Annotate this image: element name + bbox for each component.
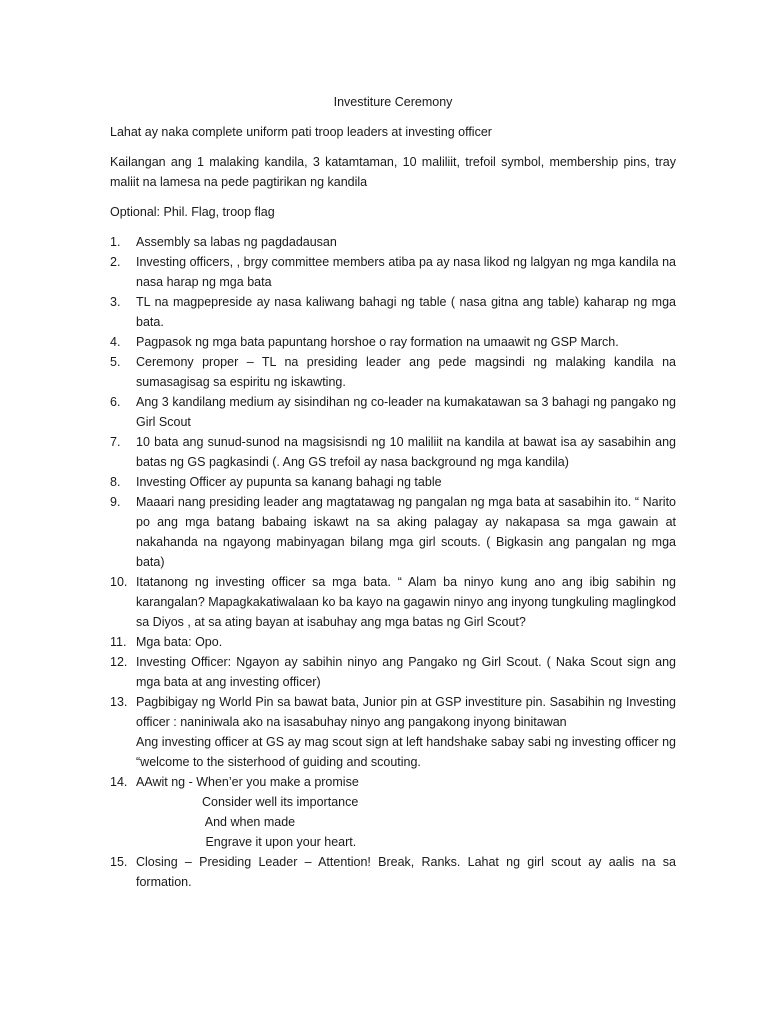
list-item [110,432,676,472]
item-text: Investing Officer: Ngayon ay sabihin ninyo ang Pangako ng Girl Scout. ( Naka Scout sign ang mga bata at ang investing officer) [136,655,676,689]
list-item [110,232,676,252]
item-number: 14. [110,775,128,789]
item-text: AAwit ng - When’er you make a promise [136,775,359,789]
item-number: 9. [110,495,121,509]
item-number: 7. [110,435,121,449]
list-item [110,332,676,352]
list-item [110,632,676,652]
list-item [110,852,676,892]
item-text: Investing Officer ay pupunta sa kanang bahagi ng table [136,475,442,489]
song-line: And when made [136,815,296,829]
item-number: 4. [110,335,121,349]
item-number: 8. [110,475,121,489]
item-number: 11. [110,635,127,649]
item-number: 1. [110,235,121,249]
item-text: Assembly sa labas ng pagdadausan [136,235,337,249]
item-text: Pagbibigay ng World Pin sa bawat bata, Junior pin at GSP investiture pin. Sasabihin ng Investing officer : naniniwala ako na isasabuhay ninyo ang pangakong inyong binitawan [136,695,676,729]
item-text: TL na magpepreside ay nasa kaliwang bahagi ng table ( nasa gitna ang table) kaharap ng mga bata. [136,295,676,329]
list-item [110,492,676,572]
item-number: 15. [110,855,128,869]
intro-paragraph-materials: Kailangan ang 1 malaking kandila, 3 katamtaman, 10 maliliit, trefoil symbol, membership pins, tray maliit na lamesa na pede pagtirikan ng kandila [110,155,676,189]
item-text: Ceremony proper – TL na presiding leader ang pede magsindi ng malaking kandila na sumasagisag sa espiritu ng iskawting. [136,355,676,389]
item-number: 2. [110,255,121,269]
item-text: Mga bata: Opo. [136,635,223,649]
song-line: Engrave it upon your heart. [136,835,357,849]
list-item [110,772,676,852]
item-number: 6. [110,395,121,409]
item-text: Maaari nang presiding leader ang magtatawag ng pangalan ng mga bata at sasabihin ito. “ Narito po ang mga batang babaing iskawt na sa aking palagay ay nakapasa sa mga gawain at nakahanda na ngayong mabinyagan bilang mga girl scouts. ( Bigkasin ang pangalan ng mga bata) [136,495,676,569]
list-item [110,652,676,692]
list-item [110,392,676,432]
list-item [110,352,676,392]
optional-paragraph: Optional: Phil. Flag, troop flag [110,205,275,219]
item-number: 10. [110,575,128,589]
document-title: Investiture Ceremony [333,95,453,109]
item-text: Investing officers, , brgy committee members atiba pa ay nasa likod ng lalgyan ng mga kandila na nasa harap ng mga bata [136,255,676,289]
item-number: 12. [110,655,128,669]
list-item [110,472,676,492]
item-text: Closing – Presiding Leader – Attention! Break, Ranks. Lahat ng girl scout ay aalis na sa formation. [136,855,676,889]
item-number: 13. [110,695,128,709]
item-text: 10 bata ang sunud-sunod na magsisisndi ng 10 maliliit na kandila at bawat isa ay sasabihin ang batas ng GS pagkasindi (. Ang GS trefoil ay nasa background ng mga kandila) [136,435,676,469]
item-text: Itatanong ng investing officer sa mga bata. “ Alam ba ninyo kung ano ang ibig sabihin ng karangalan? Mapagkakatiwalaan ko ba kayo na gagawin ninyo ang inyong tungkuling maglingkod sa Diyos , at sa ating bayan at isabuhay ang mga batas ng Girl Scout? [136,575,676,629]
item-text: Ang 3 kandilang medium ay sisindihan ng co-leader na kumakatawan sa 3 bahagi ng pangako ng Girl Scout [136,395,676,429]
document-body [110,92,676,892]
item-number: 3. [110,295,121,309]
list-item [110,252,676,292]
item-extra-text: Ang investing officer at GS ay mag scout sign at left handshake sabay sabi ng investing officer ng “welcome to the sisterhood of guiding and scouting. [136,735,676,769]
item-text: Pagpasok ng mga bata papuntang horshoe o ray formation na umaawit ng GSP March. [136,335,619,349]
intro-paragraph-uniform: Lahat ay naka complete uniform pati troop leaders at investing officer [110,125,492,139]
ceremony-steps-list [110,232,676,892]
list-item [110,692,676,772]
song-line: Consider well its importance [136,795,359,809]
list-item [110,292,676,332]
item-number: 5. [110,355,121,369]
list-item [110,572,676,632]
